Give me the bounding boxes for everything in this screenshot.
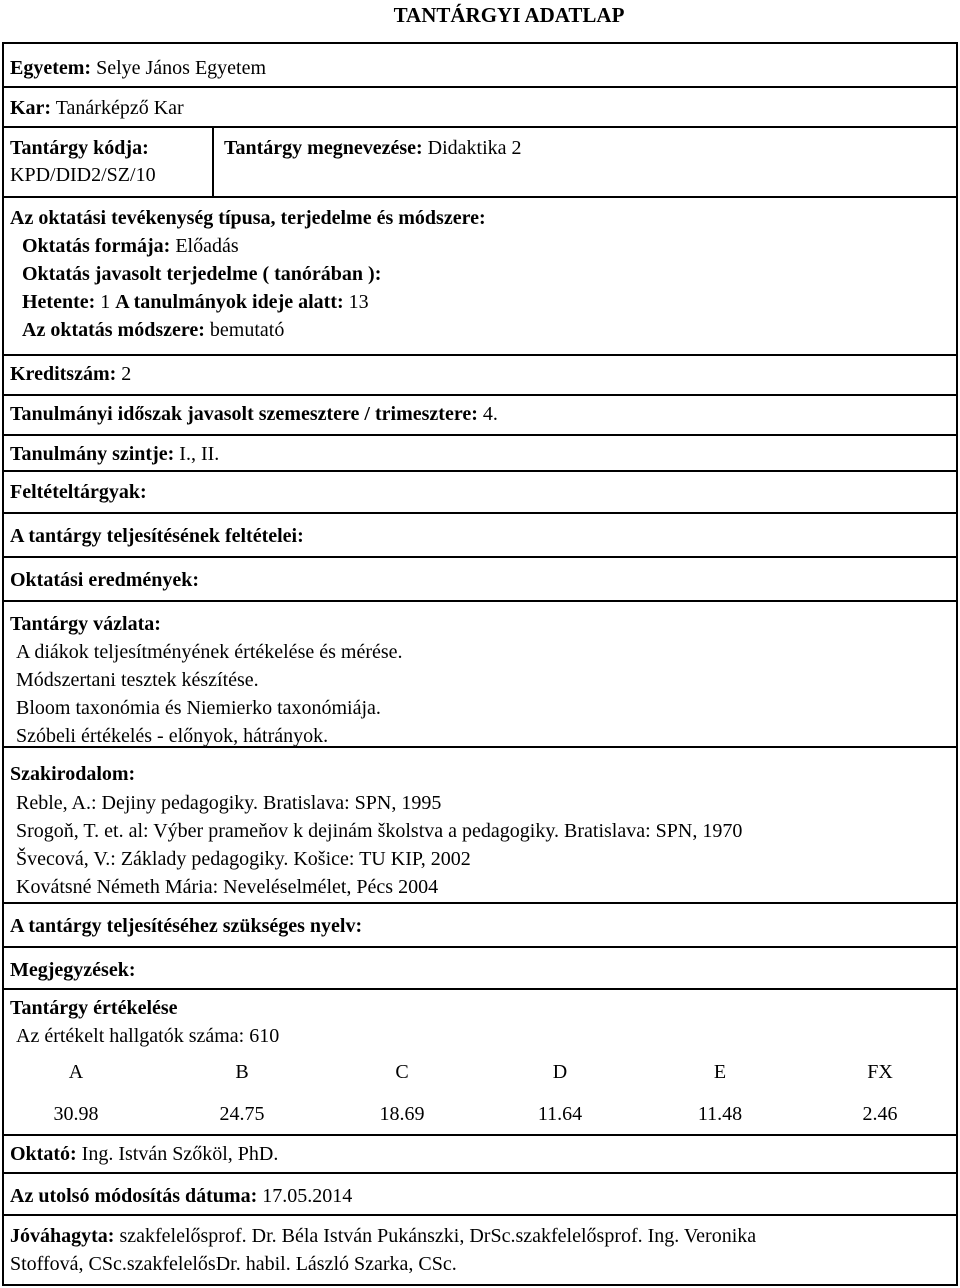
literature-item: Srogoň, T. et. al: Výber prameňov k dejinám školstva a pedagogiky. Bratislava: SPN, 1970 bbox=[16, 820, 743, 842]
grade-percentage: 30.98 bbox=[53, 1103, 99, 1125]
outline-item: Bloom taxonómia és Niemierko taxonómiája. bbox=[16, 697, 381, 719]
outline-item: A diákok teljesítményének értékelése és mérése. bbox=[16, 641, 403, 663]
level-value: I., II. bbox=[179, 443, 220, 465]
grade-percentage: 2.46 bbox=[862, 1103, 898, 1125]
course-code-value: KPD/DID2/SZ/10 bbox=[10, 164, 156, 186]
teacher-value: Ing. István Szőköl, PhD. bbox=[81, 1143, 279, 1165]
literature-row bbox=[4, 748, 956, 904]
grade-percentage: 11.64 bbox=[537, 1103, 583, 1125]
grade-header: D bbox=[552, 1061, 568, 1083]
form-label: Oktatás formája: bbox=[22, 235, 171, 257]
page-title: TANTÁRGYI ADATLAP bbox=[393, 3, 625, 27]
grade-header: B bbox=[235, 1061, 249, 1083]
literature-item: Reble, A.: Dejiny pedagogiky. Bratislava: SPN, 1995 bbox=[16, 792, 442, 814]
faculty-label: Kar: bbox=[10, 97, 52, 119]
literature-label: Szakirodalom: bbox=[10, 763, 136, 785]
code-divider bbox=[212, 128, 214, 196]
last-modified-row bbox=[4, 1174, 956, 1216]
outline-label: Tantárgy vázlata: bbox=[10, 613, 161, 635]
faculty-row bbox=[4, 88, 956, 128]
approved-line1: szakfelelősprof. Dr. Béla István Pukánszki, DrSc.szakfelelősprof. Ing. Veronika bbox=[119, 1225, 757, 1247]
grade-header: C bbox=[395, 1061, 409, 1083]
total-value: 13 bbox=[348, 291, 369, 313]
semester-label: Tanulmányi időszak javasolt szemesztere / trimesztere: bbox=[10, 403, 478, 425]
grade-header: FX bbox=[867, 1061, 893, 1083]
evaluated-count: Az értékelt hallgatók száma: 610 bbox=[16, 1025, 280, 1047]
total-label: A tanulmányok ideje alatt: bbox=[115, 291, 344, 313]
language-row bbox=[4, 904, 956, 948]
approved-line2: Stoffová, CSc.szakfelelősDr. habil. László Szarka, CSc. bbox=[10, 1253, 457, 1275]
university-value: Selye János Egyetem bbox=[96, 57, 267, 79]
university-label: Egyetem: bbox=[10, 57, 92, 79]
literature-item: Švecová, V.: Základy pedagogiky. Košice: TU KIP, 2002 bbox=[16, 848, 471, 870]
course-name-label: Tantárgy megnevezése: bbox=[224, 137, 423, 159]
language-label: A tantárgy teljesítéséhez szükséges nyelv: bbox=[10, 915, 363, 937]
evaluation-label: Tantárgy értékelése bbox=[10, 997, 178, 1019]
method-label: Az oktatás módszere: bbox=[22, 319, 205, 341]
last-modified-value: 17.05.2014 bbox=[262, 1185, 353, 1207]
last-modified-label: Az utolsó módosítás dátuma: bbox=[10, 1185, 258, 1207]
scope-label: Oktatás javasolt terjedelme ( tanórában ): bbox=[22, 263, 382, 285]
course-datasheet bbox=[2, 42, 958, 1286]
notes-row bbox=[4, 948, 956, 990]
conditions-label: A tantárgy teljesítésének feltételei: bbox=[10, 525, 304, 547]
outcomes-label: Oktatási eredmények: bbox=[10, 569, 200, 591]
outline-item: Szóbeli értékelés - előnyok, hátrányok. bbox=[16, 725, 329, 747]
approved-label: Jóváhagyta: bbox=[10, 1225, 115, 1247]
outcomes-row bbox=[4, 558, 956, 602]
method-value: bemutató bbox=[209, 319, 285, 341]
notes-label: Megjegyzések: bbox=[10, 959, 136, 981]
level-label: Tanulmány szintje: bbox=[10, 443, 175, 465]
prerequisites-row bbox=[4, 472, 956, 514]
course-code-row bbox=[4, 128, 956, 198]
level-row bbox=[4, 436, 956, 472]
grade-header: A bbox=[68, 1061, 84, 1083]
university-row bbox=[4, 44, 956, 88]
grade-percentage: 24.75 bbox=[219, 1103, 265, 1125]
outline-row bbox=[4, 602, 956, 748]
weekly-label: Hetente: bbox=[22, 291, 96, 313]
approved-row bbox=[4, 1216, 956, 1284]
semester-row bbox=[4, 396, 956, 436]
semester-value: 4. bbox=[482, 403, 498, 425]
course-code-label: Tantárgy kódja: bbox=[10, 137, 149, 159]
activity-row bbox=[4, 198, 956, 356]
credits-row bbox=[4, 356, 956, 396]
prerequisites-label: Feltételtárgyak: bbox=[10, 481, 147, 503]
teacher-row bbox=[4, 1136, 956, 1174]
literature-item: Kovátsné Németh Mária: Neveléselmélet, Pécs 2004 bbox=[16, 876, 439, 898]
outline-item: Módszertani tesztek készítése. bbox=[16, 669, 259, 691]
grade-percentage: 11.48 bbox=[697, 1103, 743, 1125]
grade-percentage: 18.69 bbox=[379, 1103, 425, 1125]
credits-value: 2 bbox=[121, 363, 132, 385]
credits-label: Kreditszám: bbox=[10, 363, 117, 385]
conditions-row bbox=[4, 514, 956, 558]
evaluation-row bbox=[4, 990, 956, 1136]
weekly-value: 1 bbox=[100, 291, 111, 313]
course-name-value: Didaktika 2 bbox=[427, 137, 522, 159]
form-value: Előadás bbox=[175, 235, 239, 257]
faculty-value: Tanárképző Kar bbox=[55, 97, 184, 119]
teacher-label: Oktató: bbox=[10, 1143, 77, 1165]
activity-heading: Az oktatási tevékenység típusa, terjedelme és módszere: bbox=[10, 207, 486, 229]
grade-header: E bbox=[713, 1061, 727, 1083]
